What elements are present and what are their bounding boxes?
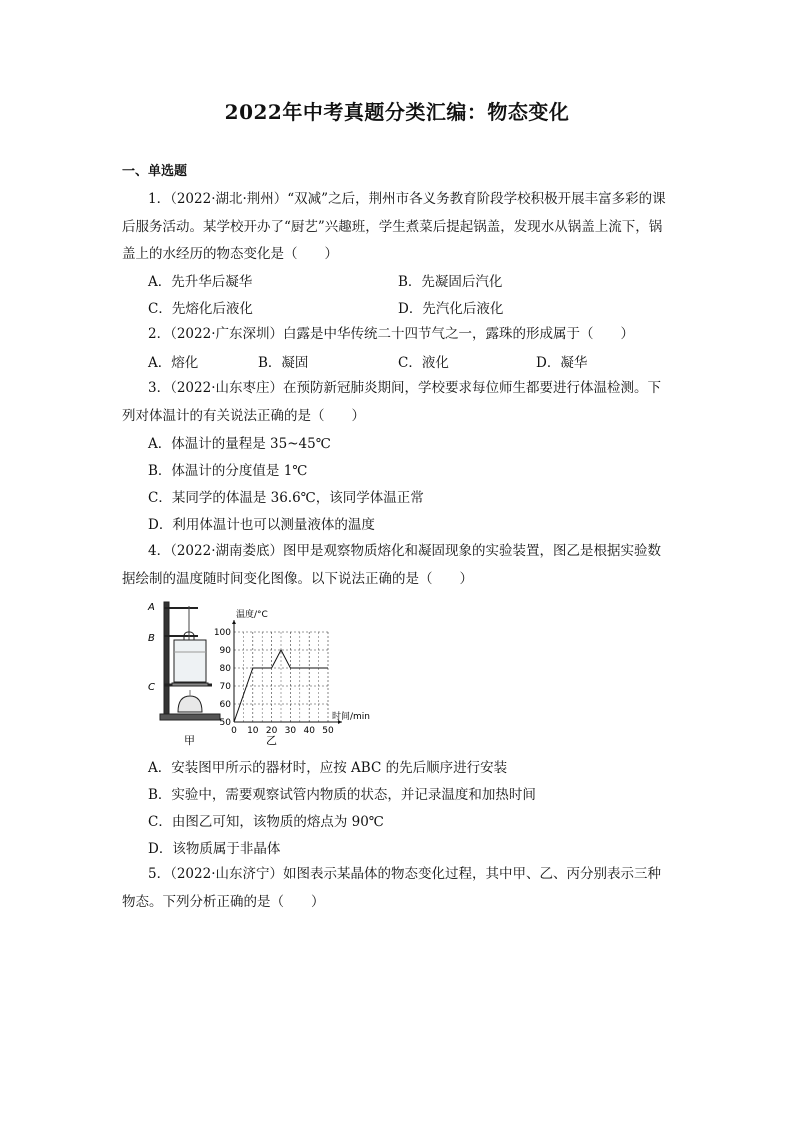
question-5-stem <box>122 861 678 916</box>
label-a: A <box>148 602 155 613</box>
question-2-option-a: A．熔化 <box>148 355 199 371</box>
y-tick-label: 90 <box>219 646 231 656</box>
question-3-option-c: C．某同学的体温是 36.6℃，该同学体温正常 <box>148 490 424 506</box>
label-c: C <box>148 682 155 693</box>
asbestos-net <box>172 683 208 686</box>
label-b: B <box>148 633 155 644</box>
question-1-stem <box>122 186 678 269</box>
x-tick-label: 20 <box>265 726 278 736</box>
apparatus-diagram <box>160 602 220 720</box>
temperature-time-chart <box>214 608 370 736</box>
question-2-stem <box>122 321 678 349</box>
x-tick-label: 10 <box>247 726 259 736</box>
y-tick-label: 50 <box>219 718 231 728</box>
question-4-figure-svg <box>142 596 402 746</box>
question-1-option-a: A．先升华后凝华 <box>148 274 253 290</box>
question-4-figure <box>142 596 402 746</box>
y-tick-label: 80 <box>219 664 231 674</box>
x-axis-label: 时间/min <box>332 712 371 722</box>
question-3-option-a: A．体温计的量程是 35~45℃ <box>148 436 331 452</box>
x-tick-label: 40 <box>303 726 315 736</box>
question-3-line-2: 列对体温计的有关说法正确的是（ ） <box>122 407 365 424</box>
question-2-option-b: B．凝固 <box>258 355 309 371</box>
question-4-option-c: C．由图乙可知，该物质的熔点为 90℃ <box>148 814 384 830</box>
alcohol-lamp <box>178 696 202 712</box>
question-5-line-1: 5．（2022·山东济宁）如图表示某晶体的物态变化过程，其中甲、乙、丙分别表示三种 <box>148 866 661 882</box>
question-1-line-3: 盖上的水经历的物态变化是（ ） <box>122 246 338 262</box>
question-1-option-b: B．先凝固后汽化 <box>398 274 503 290</box>
question-5-line-2: 物态。下列分析正确的是（ ） <box>122 893 325 910</box>
question-2-option-c: C．液化 <box>398 355 449 371</box>
question-3-option-b: B．体温计的分度值是 1℃ <box>148 463 308 479</box>
question-2-line-1: 2．（2022·广东深圳）白露是中华传统二十四节气之一，露珠的形成属于（ ） <box>148 326 634 342</box>
question-1-line-1: 1．（2022·湖北·荆州）“双减”之后，荆州市各义务教育阶段学校积极开展丰富多彩的课 <box>148 191 666 207</box>
question-4-option-a: A．安装图甲所示的器材时，应按 ABC 的先后顺序进行安装 <box>148 760 508 776</box>
x-tick-label: 0 <box>231 726 237 736</box>
beaker <box>174 640 206 682</box>
question-3-option-d: D．利用体温计也可以测量液体的温度 <box>148 517 375 533</box>
question-3-stem <box>122 375 678 430</box>
label-jia: 甲 <box>184 734 195 746</box>
page-title: 2022年中考真题分类汇编：物态变化 <box>224 100 570 124</box>
stand-rod <box>164 602 169 714</box>
label-yi: 乙 <box>266 734 277 746</box>
question-4-option-d: D．该物质属于非晶体 <box>148 841 281 857</box>
question-4-option-b: B．实验中，需要观察试管内物质的状态，并记录温度和加热时间 <box>148 787 536 803</box>
y-axis-arrow <box>232 620 236 624</box>
x-tick-label: 30 <box>284 726 297 736</box>
question-1-option-c: C．先熔化后液化 <box>148 301 253 317</box>
y-tick-label: 60 <box>219 700 231 710</box>
y-axis-label: 温度/°C <box>236 610 268 620</box>
y-tick-label: 70 <box>219 682 231 692</box>
stand-base <box>160 714 220 720</box>
question-3-line-1: 3．（2022·山东枣庄）在预防新冠肺炎期间，学校要求每位师生都要进行体温检测。下 <box>148 380 661 396</box>
section-heading: 一、单选题 <box>122 164 188 179</box>
y-tick-label: 100 <box>213 628 231 638</box>
question-4-line-2: 据绘制的温度随时间变化图像。以下说法正确的是（ ） <box>122 570 473 587</box>
question-1-line-2: 后服务活动。某学校开办了“厨艺”兴趣班，学生煮菜后提起锅盖，发现水从锅盖上流下，锅 <box>122 218 663 235</box>
question-2-option-d: D．凝华 <box>536 355 588 371</box>
question-1-option-d: D．先汽化后液化 <box>398 301 504 317</box>
question-4-line-1: 4．（2022·湖南娄底）图甲是观察物质熔化和凝固现象的实验装置，图乙是根据实验数 <box>148 543 661 559</box>
x-tick-label: 50 <box>322 726 334 736</box>
question-4-stem <box>122 538 678 593</box>
